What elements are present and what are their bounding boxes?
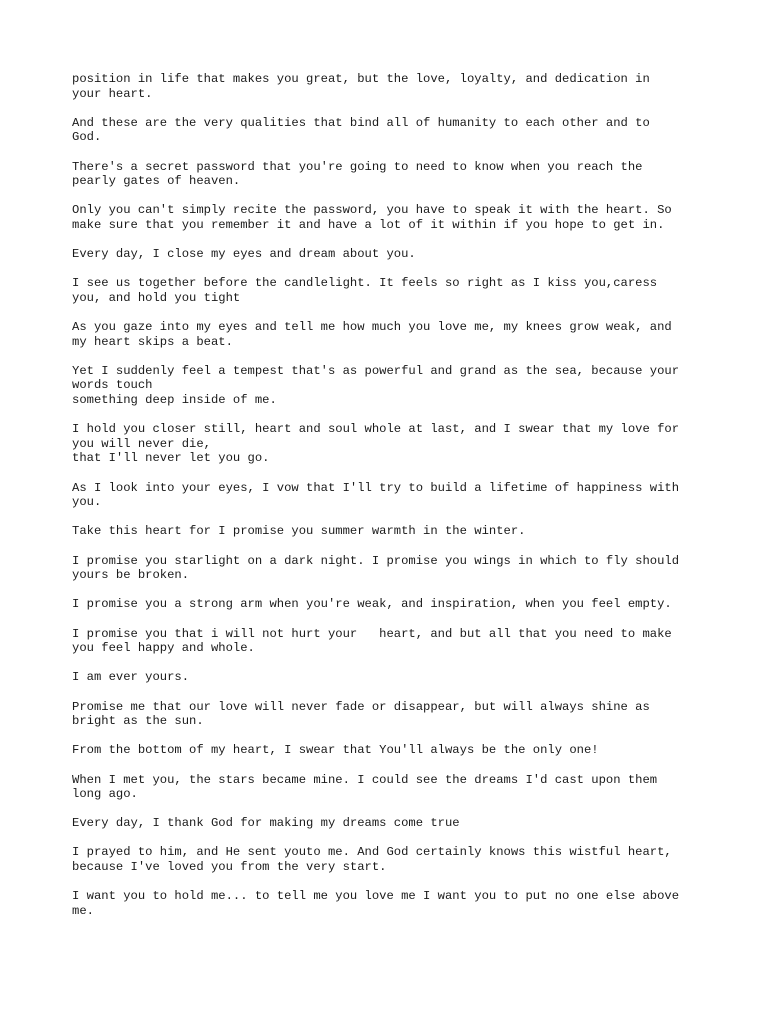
paragraph: Every day, I thank God for making my dreams come true [72, 816, 460, 831]
paragraph: I promise you a strong arm when you're weak, and inspiration, when you feel empty. [72, 597, 672, 612]
paragraph: I promise you starlight on a dark night. I promise you wings in which to fly should yours be broken. [72, 553, 680, 583]
paragraph: Yet I suddenly feel a tempest that's as powerful and grand as the sea, because your words touch something deep inside of me. [72, 363, 680, 408]
paragraph: As I look into your eyes, I vow that I'll try to build a lifetime of happiness with you. [72, 480, 680, 510]
paragraph: I hold you closer still, heart and soul whole at last, and I swear that my love for you will never die, that I'll never let you go. [72, 422, 680, 466]
paragraph: When I met you, the stars became mine. I could see the dreams I'd cast upon them long ago. [72, 772, 658, 802]
paragraph: Take this heart for I promise you summer warmth in the winter. [72, 524, 526, 539]
paragraph: I want you to hold me... to tell me you love me I want you to put no one else above me. [72, 889, 680, 918]
paragraph: I see us together before the candlelight. It feels so right as I kiss you,caress you, and hold you tight [72, 276, 658, 305]
paragraph: And these are the very qualities that bind all of humanity to each other and to God. [72, 115, 650, 145]
paragraph: I prayed to him, and He sent youto me. And God certainly knows this wistful heart, because I've loved you from the very start. [72, 845, 672, 875]
paragraph: I promise you that i will not hurt your heart, and but all that you need to make you feel happy and whole. [72, 626, 672, 656]
paragraph: From the bottom of my heart, I swear that You'll always be the only one! [72, 743, 599, 758]
document-page [72, 72, 712, 933]
paragraph: Every day, I close my eyes and dream about you. [72, 247, 416, 262]
paragraph: There's a secret password that you're going to need to know when you reach the pearly gates of heaven. [72, 159, 643, 189]
paragraph: Only you can't simply recite the password, you have to speak it with the heart. So make sure that you remember it and have a lot of it within if you hope to get in. [72, 203, 672, 232]
paragraph: position in life that makes you great, but the love, loyalty, and dedication in your heart. [72, 72, 650, 101]
paragraph: I am ever yours. [72, 670, 190, 685]
paragraph: Promise me that our love will never fade or disappear, but will always shine as bright as the sun. [72, 699, 650, 729]
paragraph: As you gaze into my eyes and tell me how much you love me, my knees grow weak, and my heart skips a beat. [72, 320, 672, 349]
